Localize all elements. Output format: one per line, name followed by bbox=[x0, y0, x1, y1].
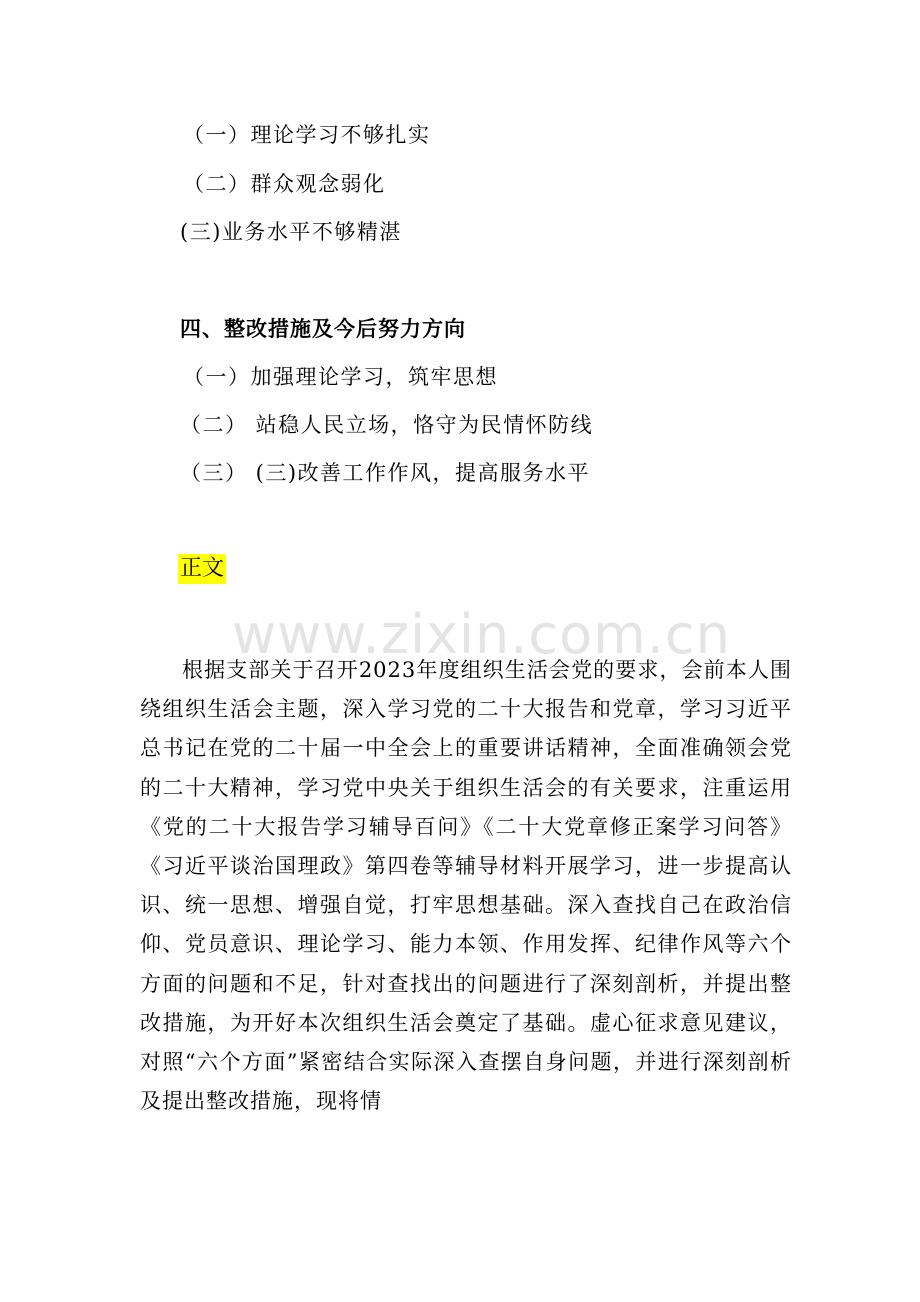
body-paragraph: 根据支部关于召开2023年度组织生活会党的要求，会前本人围绕组织生活会主题，深入学习党的二十大报告和党章，学习习近平总书记在党的二十届一中全会上的重要讲话精神，全面准确领会党的二十大精神，学习党中央关于组织生活会的有关要求，注重运用《党的二十大报告学习辅导百问》《二十大党章修正案学习问答》《习近平谈治国理政》第四卷等辅导材料开展学习，进一步提高认识、统一思想、增强自觉，打牢思想基础。深入查找自己在政治信仰、党员意识、理论学习、能力本领、作用发挥、纪律作风等六个方面的问题和不足，针对查找出的问题进行了深刻剖析，并提出整改措施，为开好本次组织生活会奠定了基础。虚心征求意见建议，对照“六个方面”紧密结合实际深入查摆自身问题，并进行深刻剖析及提出整改措施，现将情 bbox=[140, 658, 792, 1114]
section3-item-3: (三)业务水平不够精湛 bbox=[180, 220, 402, 244]
section3-item-1: （一）理论学习不够扎实 bbox=[183, 123, 431, 147]
watermark: www.zixin.com.cn bbox=[232, 603, 731, 666]
section4-item-3: （三） (三)改善工作作风，提高服务水平 bbox=[180, 461, 591, 485]
section4-item-2: （二） 站稳人民立场，恪守为民情怀防线 bbox=[180, 413, 594, 437]
section4-item-1: （一）加强理论学习，筑牢思想 bbox=[183, 365, 498, 389]
main-text-label: 正文 bbox=[178, 554, 226, 584]
section4-heading: 四、整改措施及今后努力方向 bbox=[180, 317, 466, 341]
section3-item-2: （二）群众观念弱化 bbox=[183, 172, 386, 196]
